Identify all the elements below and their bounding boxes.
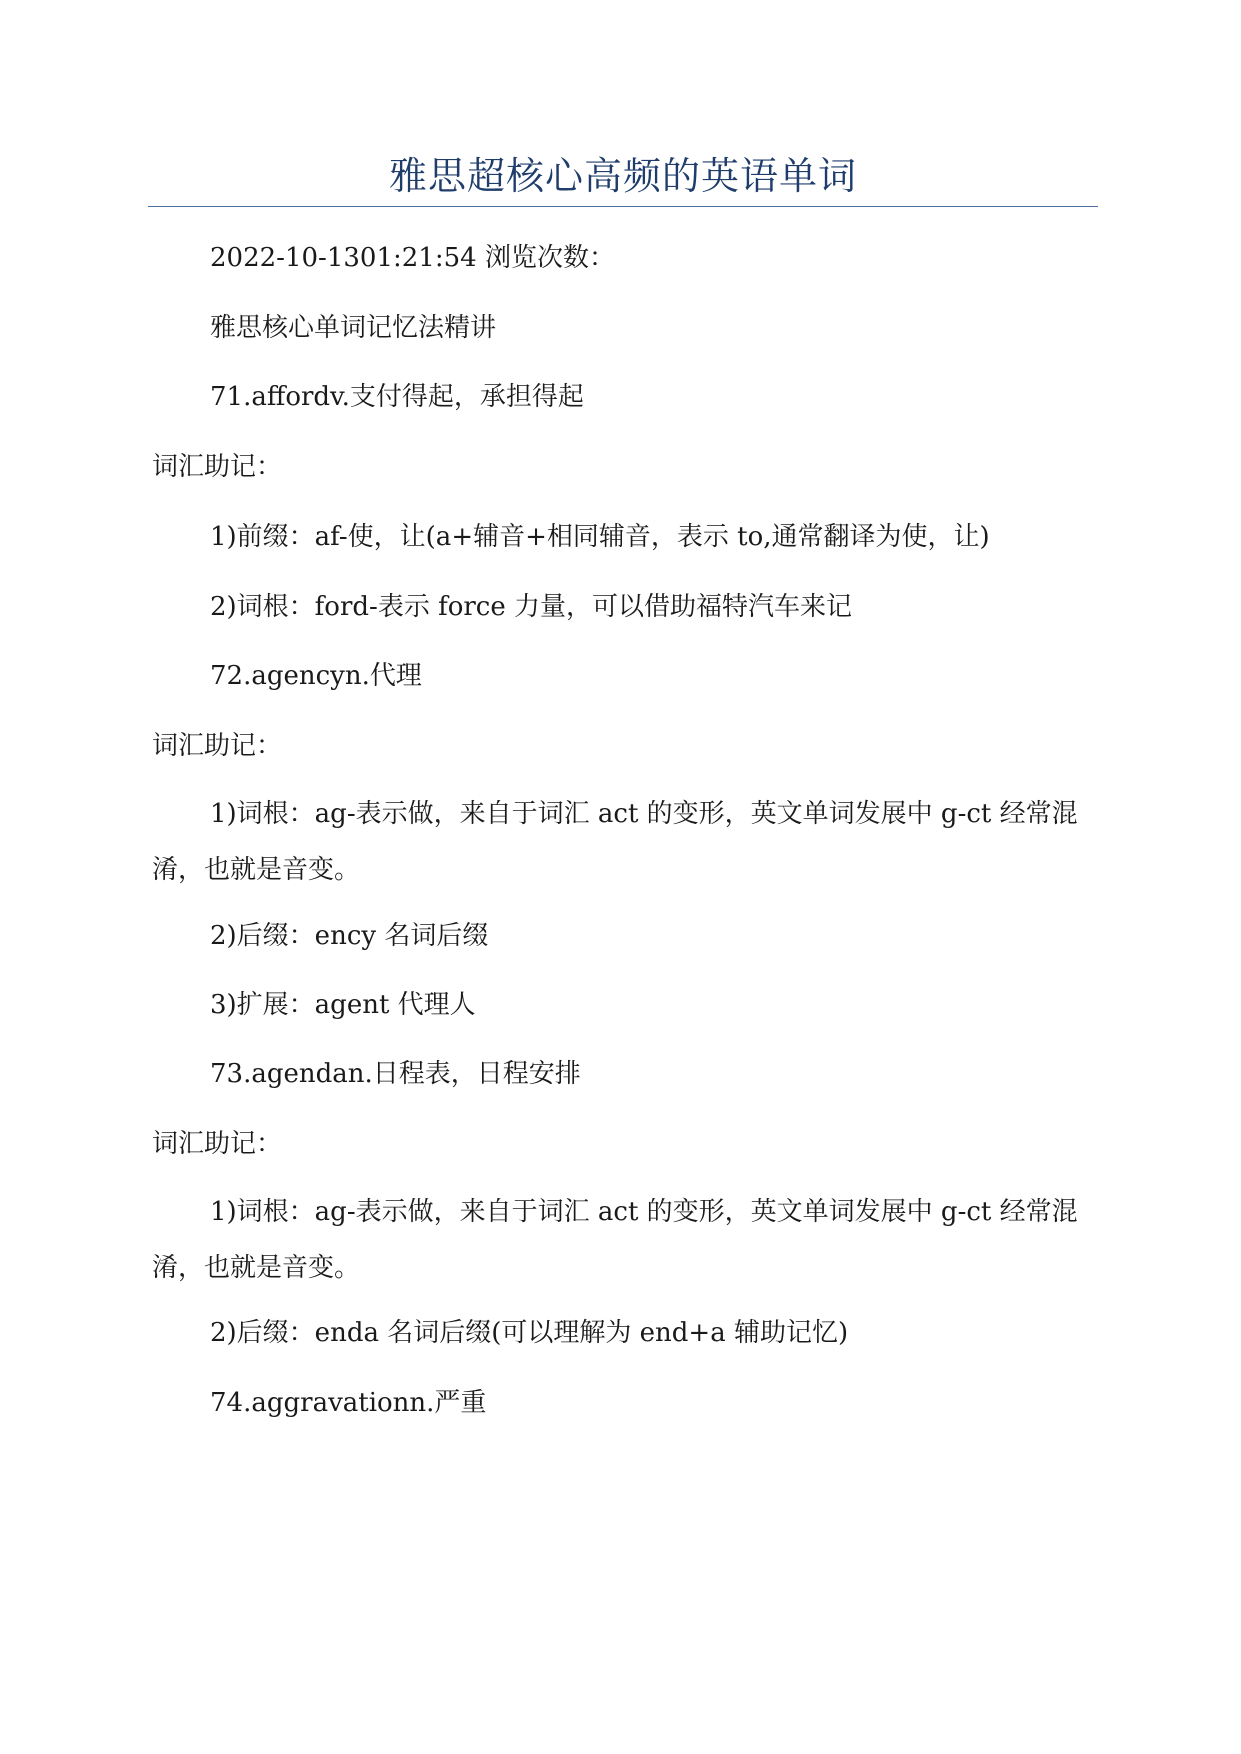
mnemonic-item: 2)后缀：enda 名词后缀(可以理解为 end+a 辅助记忆): [210, 1318, 849, 1348]
section-heading: 雅思核心单词记忆法精讲: [210, 313, 497, 343]
mnemonic-label: 词汇助记：: [152, 1129, 283, 1159]
word-entry-72: 72.agencyn.代理: [210, 661, 422, 691]
mnemonic-item: 2)后缀：ency 名词后缀: [210, 921, 489, 951]
mnemonic-item: 3)扩展：agent 代理人: [210, 990, 476, 1020]
word-entry-74: 74.aggravationn.严重: [210, 1388, 487, 1418]
word-entry-73: 73.agendan.日程表，日程安排: [210, 1059, 581, 1089]
word-entry-71: 71.affordv.支付得起，承担得起: [210, 382, 584, 412]
mnemonic-item: 1)词根：ag-表示做，来自于词汇 act 的变形，英文单词发展中 g-ct 经常混淆，也就是音变。: [152, 799, 1078, 885]
mnemonic-item: 1)词根：ag-表示做，来自于词汇 act 的变形，英文单词发展中 g-ct 经常混淆，也就是音变。: [152, 1197, 1078, 1283]
mnemonic-label: 词汇助记：: [152, 452, 283, 482]
mnemonic-item: 1)前缀：af-使，让(a+辅音+相同辅音，表示 to,通常翻译为使，让): [210, 522, 990, 552]
mnemonic-item: 2)词根：ford-表示 force 力量，可以借助福特汽车来记: [210, 592, 853, 622]
document-title: 雅思超核心高频的英语单词: [388, 154, 857, 198]
title-underline: [148, 206, 1098, 207]
date-views-line: 2022-10-1301:21:54 浏览次数：: [210, 243, 615, 273]
mnemonic-label: 词汇助记：: [152, 731, 283, 761]
